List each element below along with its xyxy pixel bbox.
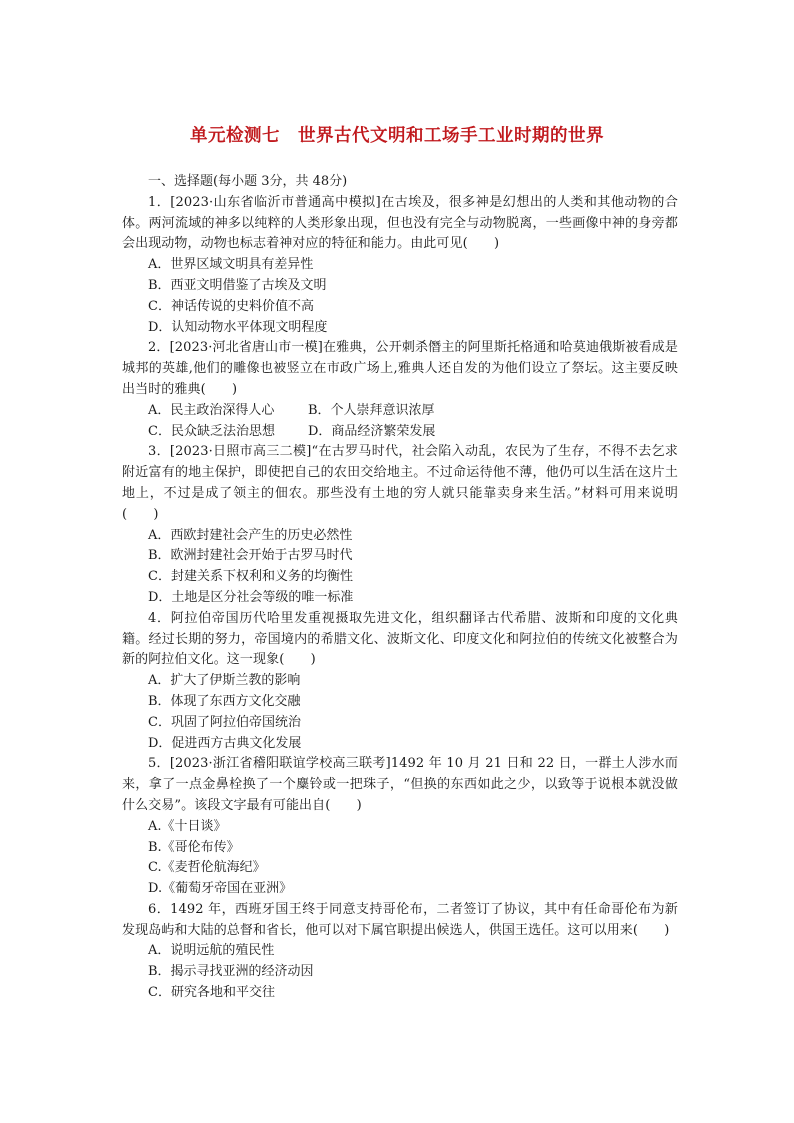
option-d: D．商品经济繁荣发展 (308, 423, 436, 439)
option-c: C．巩固了阿拉伯帝国统治 (148, 714, 301, 730)
section-heading: 一、选择题(每小题 3分，共 48分) (148, 174, 348, 189)
question-6 (122, 900, 678, 1004)
option-d: D．认知动物水平体现文明程度 (148, 319, 328, 335)
option-c: C．神话传说的史料价值不高 (148, 298, 314, 314)
option-d: D．促进西方古典文化发展 (148, 735, 302, 751)
question-stem: 5．[2023·浙江省稽阳联谊学校高三联考]1492 年 10 月 21 日和 22 日，一群土人涉水而来，拿了一点金鼻栓换了一个麋铃或一把珠子，“但换的东西如此之少，以致等于说根本就没做什么交易”。该段文字最有可能出自( ) (122, 756, 678, 813)
document-title: 单元检测七 世界古代文明和工场手工业时期的世界 (190, 126, 604, 146)
question-stem: 6．1492 年，西班牙国王终于同意支持哥伦布，二者签订了协议，其中有任命哥伦布为新发现岛屿和大陆的总督和省长，他可以对下属官职提出候选人，供国王选任。这可以用来( ) (122, 901, 678, 938)
option-b: B．体现了东西方文化交融 (148, 693, 301, 709)
question-4 (122, 609, 678, 755)
document-body (122, 172, 678, 1004)
question-5 (122, 754, 678, 900)
question-stem: 3．[2023·日照市高三二模]“在古罗马时代，社会陷入动乱，农民为了生存，不得不去乞求附近富有的地主保护，即使把自己的农田交给地主。不过命运待他不薄，他仍可以生活在这片土地上，不过是成了领主的佃农。那些没有土地的穷人就只能靠卖身来生活。”材料可用来说明( ) (122, 444, 678, 522)
option-b: B.《哥伦布传》 (148, 839, 240, 855)
option-b: B．个人崇拜意识浓厚 (308, 402, 435, 418)
option-a: A．说明远航的殖民性 (148, 943, 275, 959)
option-c: C．民众缺乏法治思想 (148, 423, 275, 439)
option-b: B．西亚文明借鉴了古埃及文明 (148, 277, 327, 293)
option-b: B．揭示寻找亚洲的经济动因 (148, 964, 314, 980)
question-3 (122, 442, 678, 608)
option-a: A．民主政治深得人心 (148, 402, 275, 418)
option-a: A.《十日谈》 (148, 818, 227, 834)
option-row (122, 401, 678, 422)
option-b: B．欧洲封建社会开始于古罗马时代 (148, 548, 353, 564)
option-c: C.《麦哲伦航海纪》 (148, 860, 266, 876)
option-d: D.《葡萄牙帝国在亚洲》 (148, 881, 293, 897)
option-a: A．西欧封建社会产生的历史必然性 (148, 527, 353, 543)
question-2 (122, 338, 678, 442)
option-d: D．土地是区分社会等级的唯一标准 (148, 589, 354, 605)
question-stem: 2．[2023·河北省唐山市一模]在雅典，公开刺杀僭主的阿里斯托格通和哈莫迪俄斯被看成是城邦的英雄,他们的雕像也被竖立在市政广场上,雅典人还自发的为他们设立了祭坛。这主要反映出当时的雅典( ) (122, 340, 678, 397)
option-row (122, 422, 678, 443)
question-stem: 4．阿拉伯帝国历代哈里发重视摄取先进文化，组织翻译古代希腊、波斯和印度的文化典籍。经过长期的努力，帝国境内的希腊文化、波斯文化、印度文化和阿拉伯的传统文化被整合为新的阿拉伯文化。这一现象( ) (122, 610, 678, 668)
question-stem: 1．[2023·山东省临沂市普通高中模拟]在古埃及，很多神是幻想出的人类和其他动物的合体。两河流域的神多以纯粹的人类形象出现，但也没有完全与动物脱离，一些画像中神的身旁都会出现动物，动物也标志着神对应的特征和能力。由此可见( ) (122, 194, 678, 252)
question-1 (122, 193, 678, 339)
option-c: C．研究各地和平交往 (148, 985, 275, 1001)
option-a: A．世界区域文明具有差异性 (148, 257, 314, 273)
option-c: C．封建关系下权利和义务的均衡性 (148, 569, 353, 585)
option-a: A．扩大了伊斯兰教的影响 (148, 673, 301, 689)
